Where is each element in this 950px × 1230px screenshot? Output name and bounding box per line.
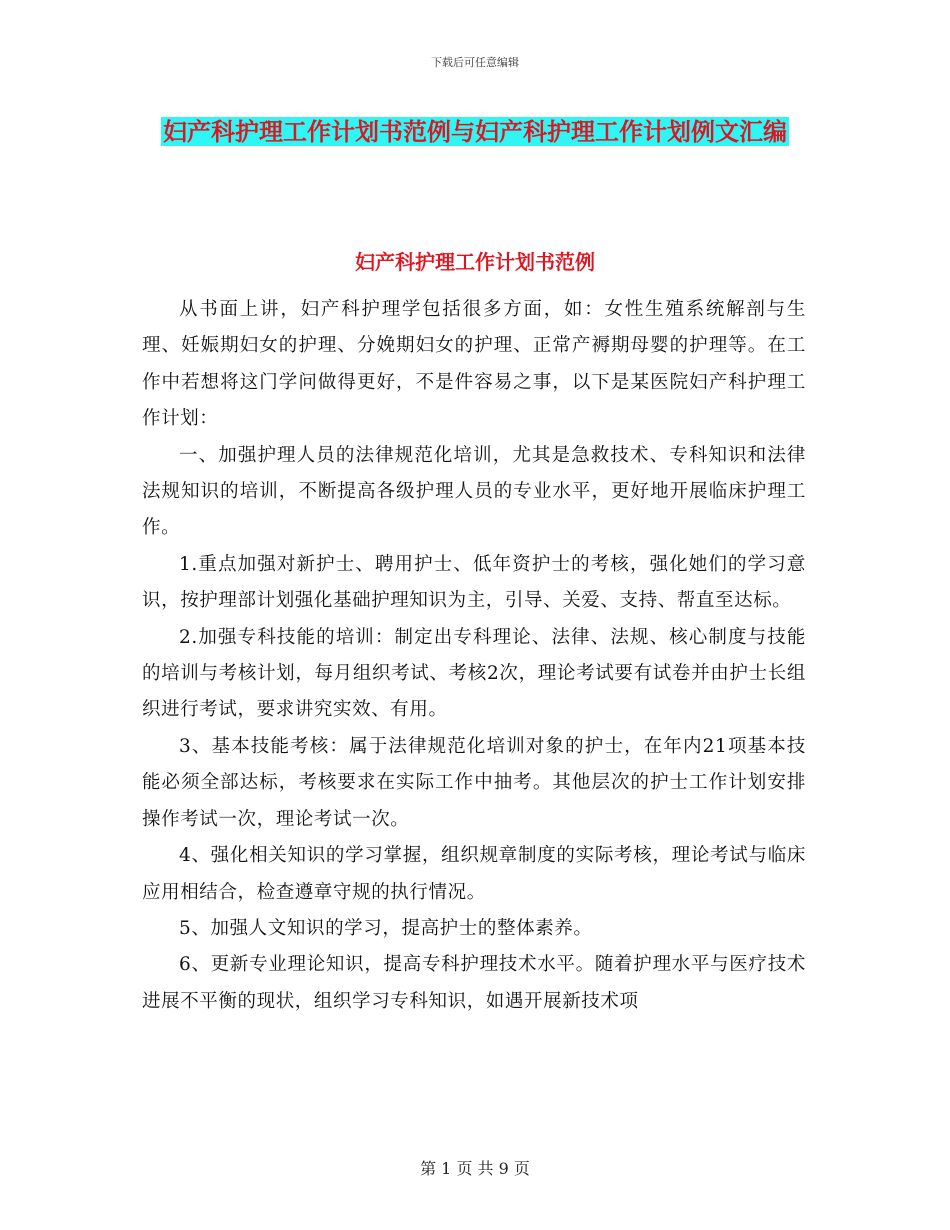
document-body — [142, 292, 806, 1020]
paragraph-item-6: 6、更新专业理论知识，提高专科护理技术水平。随着护理水平与医疗技术进展不平衡的现状，组织学习专科知识，如遇开展新技术项 — [142, 954, 806, 1012]
header-note: 下载后可任意编辑 — [431, 56, 519, 69]
page-number: 第 1 页 共 9 页 — [420, 1159, 530, 1178]
paragraph-item-1-1: 1.重点加强对新护士、聘用护士、低年资护士的考核，强化她们的学习意识，按护理部计划强化基础护理知识为主，引导、关爱、支持、帮直至达标。 — [142, 553, 806, 612]
paragraph-item-3: 3、基本技能考核：属于法律规范化培训对象的护士，在年内21项基本技能必须全部达标，考核要求在实际工作中抽考。其他层次的护士工作计划安排操作考试一次，理论考试一次。 — [142, 735, 806, 830]
paragraph-item-5: 5、加强人文知识的学习，提高护士的整体素养。 — [179, 917, 593, 939]
document-title-text: 妇产科护理工作计划书范例与妇产科护理工作计划例文汇编 — [163, 117, 787, 146]
paragraph-item-1-2: 2.加强专科技能的培训：制定出专科理论、法律、法规、核心制度与技能的培训与考核计划，每月组织考试、考核2次，理论考试要有试卷并由护士长组织进行考试，要求讲究实效、有用。 — [142, 626, 806, 721]
paragraph-intro: 从书面上讲，妇产科护理学包括很多方面，如：女性生殖系统解剖与生理、妊娠期妇女的护理、分娩期妇女的护理、正常产褥期母婴的护理等。在工作中若想将这门学问做得更好，不是件容易之事，以下是某医院妇产科护理工作计划： — [142, 299, 806, 430]
section-title: 妇产科护理工作计划书范例 — [355, 250, 595, 274]
document-title — [140, 110, 810, 154]
paragraph-item-4: 4、强化相关知识的学习掌握，组织规章制度的实际考核，理论考试与临床应用相结合，检查遵章守规的执行情况。 — [142, 845, 806, 903]
paragraph-item-1: 一、加强护理人员的法律规范化培训，尤其是急救技术、专科知识和法律法规知识的培训，不断提高各级护理人员的专业水平，更好地开展临床护理工作。 — [142, 444, 806, 539]
